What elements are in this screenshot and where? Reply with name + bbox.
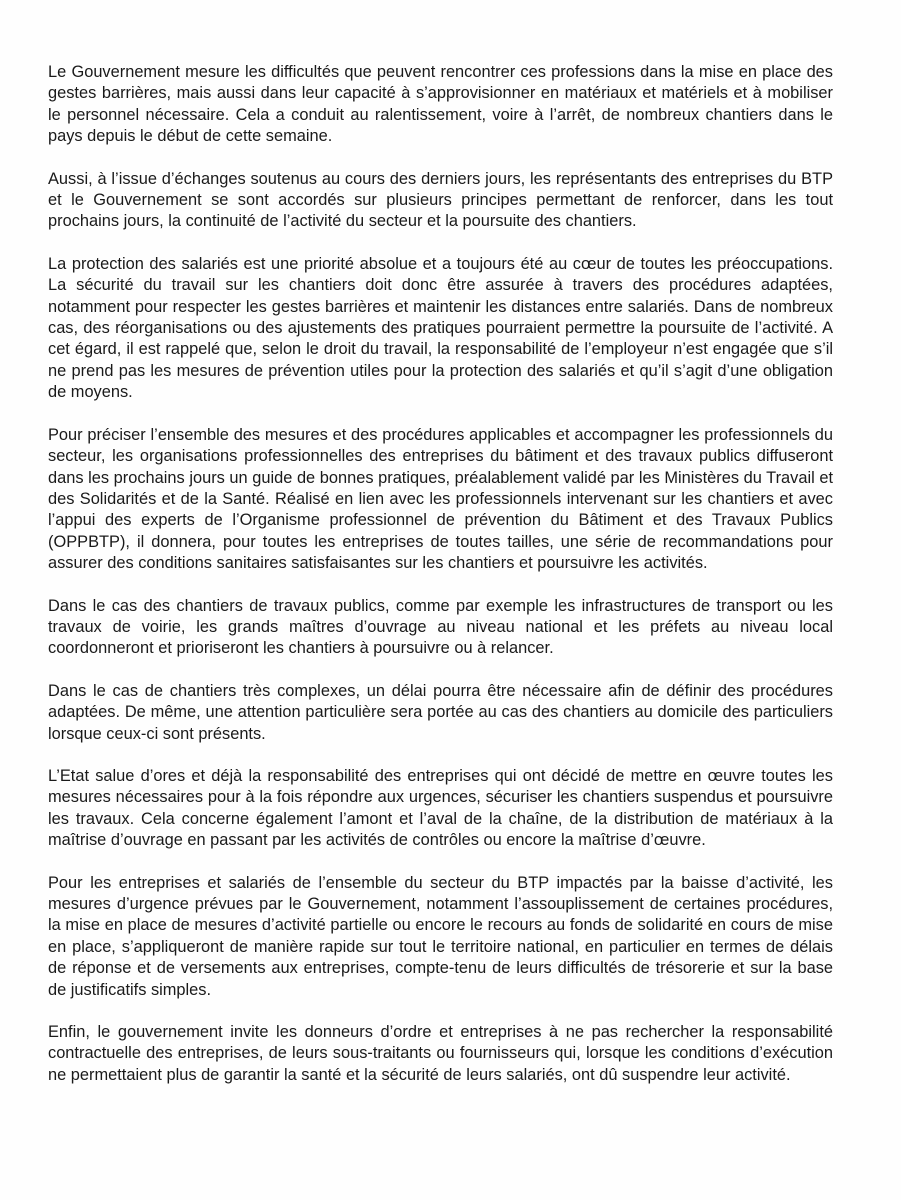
paragraph-mesures-urgence: Pour les entreprises et salariés de l’ensemble du secteur du BTP impactés par la baisse d’activité, les mesures d’urgence prévues par le Gouvernement, notamment l’assouplissement de certaines procédures, la mise en place de mesures d’activité partielle ou encore le recours au fonds de solidarité en cours de mise en place, s’appliqueront de manière rapide sur tout le territoire national, en particulier en termes de délais de réponse et de versements aux entreprises, compte-tenu de leurs difficultés de trésorerie et sur la base de justificatifs simples. <box>48 873 833 999</box>
paragraph-enfin: Enfin, le gouvernement invite les donneurs d’ordre et entreprises à ne pas rechercher la responsabilité contractuelle des entreprises, de leurs sous-traitants ou fournisseurs qui, lorsque les conditions d’exécution ne permettaient plus de garantir la santé et la sécurité de leurs salariés, ont dû suspendre leur activité. <box>48 1023 833 1084</box>
paragraph-travaux-publics: Dans le cas des chantiers de travaux publics, comme par exemple les infrastructures de transport ou les travaux de voirie, les grands maîtres d’ouvrage au niveau national et les préfets au niveau local coordonneront et prioriseront les chantiers à poursuivre ou à relancer. <box>48 596 833 658</box>
paragraph-protection-salaries: La protection des salariés est une priorité absolue et a toujours été au cœur de toutes les préoccupations. La sécurité du travail sur les chantiers doit donc être assurée à travers des procédures adaptées, notamment pour respecter les gestes barrières et maintenir les distances entre salariés. Dans de nombreux cas, des réorganisations ou des ajustements des pratiques pourraient permettre la poursuite de l’activité. A cet égard, il est rappelé que, selon le droit du travail, la responsabilité de l’employeur n’est engagée que s’il ne prend pas les mesures de prévention utiles pour la protection des salariés et qu’il s’agit d’une obligation de moyens. <box>48 254 833 402</box>
paragraph-etat-salue: L’Etat salue d’ores et déjà la responsabilité des entreprises qui ont décidé de mettre en œuvre toutes les mesures nécessaires pour à la fois répondre aux urgences, sécuriser les chantiers suspendus et poursuivre les travaux. Cela concerne également l’amont et l’aval de la chaîne, de la distribution de matériaux à la maîtrise d’ouvrage en passant par les activités de contrôles ou encore la maîtrise d’œuvre. <box>48 766 833 850</box>
paragraph-chantiers-complexes: Dans le cas de chantiers très complexes, un délai pourra être nécessaire afin de définir des procédures adaptées. De même, une attention particulière sera portée au cas des chantiers au domicile des particuliers lorsque ceux-ci sont présents. <box>48 681 833 743</box>
paragraph-echanges: Aussi, à l’issue d’échanges soutenus au cours des derniers jours, les représentants des entreprises du BTP et le Gouvernement se sont accordés sur plusieurs principes permettant de renforcer, dans les tout prochains jours, la continuité de l’activité du secteur et la poursuite des chantiers. <box>48 169 833 231</box>
paragraph-difficultes: Le Gouvernement mesure les difficultés que peuvent rencontrer ces professions dans la mise en place des gestes barrières, mais aussi dans leur capacité à s’approvisionner en matériaux et matériels et à mobiliser le personnel nécessaire. Cela a conduit au ralentissement, voire à l’arrêt, de nombreux chantiers dans le pays depuis le début de cette semaine. <box>48 63 833 146</box>
paragraph-guide-bonnes-pratiques: Pour préciser l’ensemble des mesures et des procédures applicables et accompagner les professionnels du secteur, les organisations professionnelles des entreprises du bâtiment et des travaux publics diffuseront dans les prochains jours un guide de bonnes pratiques, préalablement validé par les Ministères du Travail et des Solidarités et de la Santé. Réalisé en lien avec les professionnels intervenant sur les chantiers et avec l’appui des experts de l’Organisme professionnel de prévention du Bâtiment et des Travaux Publics (OPPBTP), il donnera, pour toutes les entreprises de toutes tailles, une série de recommandations pour assurer des conditions sanitaires satisfaisantes sur les chantiers et poursuivre les activités. <box>48 425 833 573</box>
